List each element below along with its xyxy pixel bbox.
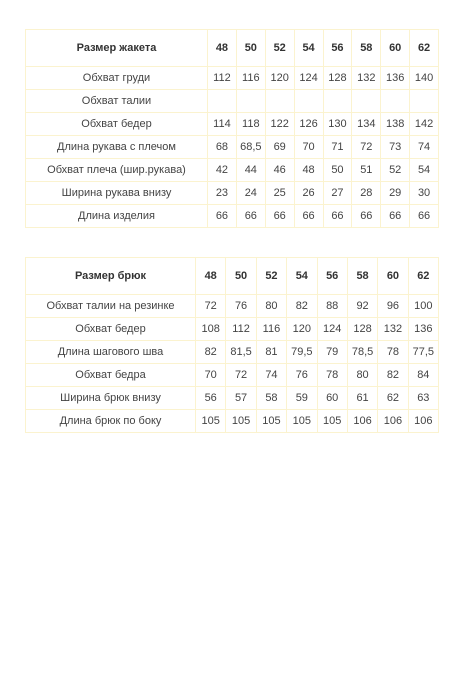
measurement-cell: 80: [347, 364, 377, 387]
measurement-cell: 88: [317, 295, 347, 318]
measurement-cell: 78: [317, 364, 347, 387]
measurement-cell: [410, 90, 439, 113]
measurement-cell: 66: [410, 205, 439, 228]
measurement-cell: 105: [256, 410, 286, 433]
measurement-cell: 25: [265, 182, 294, 205]
measurement-cell: 58: [256, 387, 286, 410]
table-row: [26, 90, 439, 113]
row-label: Обхват талии на резинке: [26, 295, 196, 318]
measurement-cell: 112: [208, 67, 237, 90]
measurement-cell: 28: [352, 182, 381, 205]
row-label: Обхват талии: [26, 90, 208, 113]
measurement-cell: 122: [265, 113, 294, 136]
measurement-cell: 66: [208, 205, 237, 228]
measurement-cell: 106: [378, 410, 408, 433]
measurement-cell: 70: [196, 364, 226, 387]
measurement-cell: 136: [408, 318, 438, 341]
measurement-cell: 134: [352, 113, 381, 136]
measurement-cell: 105: [317, 410, 347, 433]
measurement-cell: 68,5: [236, 136, 265, 159]
jacket-size-header: 54: [294, 30, 323, 67]
measurement-cell: 52: [381, 159, 410, 182]
measurement-cell: 66: [323, 205, 352, 228]
table-row: [26, 205, 439, 228]
measurement-cell: 30: [410, 182, 439, 205]
trousers-size-header: 50: [226, 258, 256, 295]
measurement-cell: 96: [378, 295, 408, 318]
measurement-cell: 130: [323, 113, 352, 136]
jacket-size-table: [25, 29, 439, 228]
row-label: Обхват бедра: [26, 364, 196, 387]
measurement-cell: 116: [256, 318, 286, 341]
measurement-cell: 114: [208, 113, 237, 136]
jacket-size-header: 52: [265, 30, 294, 67]
trousers-size-header: 56: [317, 258, 347, 295]
trousers-size-header: 60: [378, 258, 408, 295]
table-row: [26, 364, 439, 387]
measurement-cell: 73: [381, 136, 410, 159]
measurement-cell: 105: [287, 410, 317, 433]
jacket-size-header: 58: [352, 30, 381, 67]
measurement-cell: 105: [226, 410, 256, 433]
measurement-cell: 82: [378, 364, 408, 387]
measurement-cell: 126: [294, 113, 323, 136]
measurement-cell: 74: [410, 136, 439, 159]
jacket-size-header: 62: [410, 30, 439, 67]
measurement-cell: 66: [294, 205, 323, 228]
jacket-table-body: [26, 30, 439, 228]
table-row: [26, 318, 439, 341]
measurement-cell: 84: [408, 364, 438, 387]
measurement-cell: 79,5: [287, 341, 317, 364]
measurement-cell: 106: [347, 410, 377, 433]
measurement-cell: 138: [381, 113, 410, 136]
measurement-cell: 78,5: [347, 341, 377, 364]
measurement-cell: 61: [347, 387, 377, 410]
row-label: Обхват бедер: [26, 318, 196, 341]
measurement-cell: 128: [347, 318, 377, 341]
measurement-cell: 29: [381, 182, 410, 205]
measurement-cell: 46: [265, 159, 294, 182]
measurement-cell: 42: [208, 159, 237, 182]
measurement-cell: 66: [381, 205, 410, 228]
row-label: Обхват бедер: [26, 113, 208, 136]
jacket-header-label: Размер жакета: [26, 30, 208, 67]
measurement-cell: 92: [347, 295, 377, 318]
measurement-cell: 120: [265, 67, 294, 90]
measurement-cell: 26: [294, 182, 323, 205]
measurement-cell: 72: [226, 364, 256, 387]
measurement-cell: 44: [236, 159, 265, 182]
measurement-cell: 112: [226, 318, 256, 341]
jacket-header-row: [26, 30, 439, 67]
measurement-cell: 136: [381, 67, 410, 90]
measurement-cell: 66: [236, 205, 265, 228]
trousers-size-header: 58: [347, 258, 377, 295]
measurement-cell: 76: [287, 364, 317, 387]
measurement-cell: 72: [352, 136, 381, 159]
measurement-cell: 116: [236, 67, 265, 90]
measurement-cell: 128: [323, 67, 352, 90]
measurement-cell: 78: [378, 341, 408, 364]
measurement-cell: 59: [287, 387, 317, 410]
row-label: Длина рукава с плечом: [26, 136, 208, 159]
table-row: [26, 341, 439, 364]
measurement-cell: 71: [323, 136, 352, 159]
row-label: Длина брюк по боку: [26, 410, 196, 433]
measurement-cell: 68: [208, 136, 237, 159]
trousers-header-label: Размер брюк: [26, 258, 196, 295]
jacket-size-header: 56: [323, 30, 352, 67]
measurement-cell: 27: [323, 182, 352, 205]
measurement-cell: 62: [378, 387, 408, 410]
measurement-cell: [294, 90, 323, 113]
measurement-cell: 72: [196, 295, 226, 318]
row-label: Ширина брюк внизу: [26, 387, 196, 410]
trousers-size-header: 48: [196, 258, 226, 295]
row-label: Обхват груди: [26, 67, 208, 90]
table-row: [26, 410, 439, 433]
row-label: Обхват плеча (шир.рукава): [26, 159, 208, 182]
measurement-cell: 56: [196, 387, 226, 410]
row-label: Длина изделия: [26, 205, 208, 228]
jacket-size-header: 60: [381, 30, 410, 67]
measurement-cell: 66: [265, 205, 294, 228]
measurement-cell: 124: [294, 67, 323, 90]
trousers-size-table: [25, 257, 439, 433]
measurement-cell: 51: [352, 159, 381, 182]
row-label: Длина шагового шва: [26, 341, 196, 364]
measurement-cell: 60: [317, 387, 347, 410]
measurement-cell: 82: [196, 341, 226, 364]
table-row: [26, 113, 439, 136]
measurement-cell: 57: [226, 387, 256, 410]
measurement-cell: 23: [208, 182, 237, 205]
jacket-size-header: 48: [208, 30, 237, 67]
measurement-cell: 118: [236, 113, 265, 136]
measurement-cell: [323, 90, 352, 113]
measurement-cell: [381, 90, 410, 113]
measurement-cell: [265, 90, 294, 113]
measurement-cell: 132: [352, 67, 381, 90]
measurement-cell: 108: [196, 318, 226, 341]
measurement-cell: 74: [256, 364, 286, 387]
measurement-cell: 54: [410, 159, 439, 182]
trousers-header-row: [26, 258, 439, 295]
trousers-size-header: 52: [256, 258, 286, 295]
measurement-cell: 105: [196, 410, 226, 433]
measurement-cell: 77,5: [408, 341, 438, 364]
measurement-cell: 100: [408, 295, 438, 318]
row-label: Ширина рукава внизу: [26, 182, 208, 205]
measurement-cell: 81: [256, 341, 286, 364]
table-row: [26, 182, 439, 205]
measurement-cell: 70: [294, 136, 323, 159]
measurement-cell: 106: [408, 410, 438, 433]
measurement-cell: 132: [378, 318, 408, 341]
measurement-cell: 120: [287, 318, 317, 341]
table-row: [26, 295, 439, 318]
measurement-cell: [236, 90, 265, 113]
measurement-cell: 76: [226, 295, 256, 318]
measurement-cell: 69: [265, 136, 294, 159]
measurement-cell: 124: [317, 318, 347, 341]
measurement-cell: 66: [352, 205, 381, 228]
trousers-size-header: 54: [287, 258, 317, 295]
trousers-table-body: [26, 258, 439, 433]
measurement-cell: [208, 90, 237, 113]
measurement-cell: 80: [256, 295, 286, 318]
jacket-size-header: 50: [236, 30, 265, 67]
measurement-cell: 140: [410, 67, 439, 90]
measurement-cell: 82: [287, 295, 317, 318]
measurement-cell: 48: [294, 159, 323, 182]
table-row: [26, 159, 439, 182]
measurement-cell: 81,5: [226, 341, 256, 364]
measurement-cell: 142: [410, 113, 439, 136]
table-row: [26, 387, 439, 410]
measurement-cell: 24: [236, 182, 265, 205]
table-row: [26, 67, 439, 90]
measurement-cell: 50: [323, 159, 352, 182]
measurement-cell: [352, 90, 381, 113]
trousers-size-header: 62: [408, 258, 438, 295]
measurement-cell: 63: [408, 387, 438, 410]
measurement-cell: 79: [317, 341, 347, 364]
table-row: [26, 136, 439, 159]
